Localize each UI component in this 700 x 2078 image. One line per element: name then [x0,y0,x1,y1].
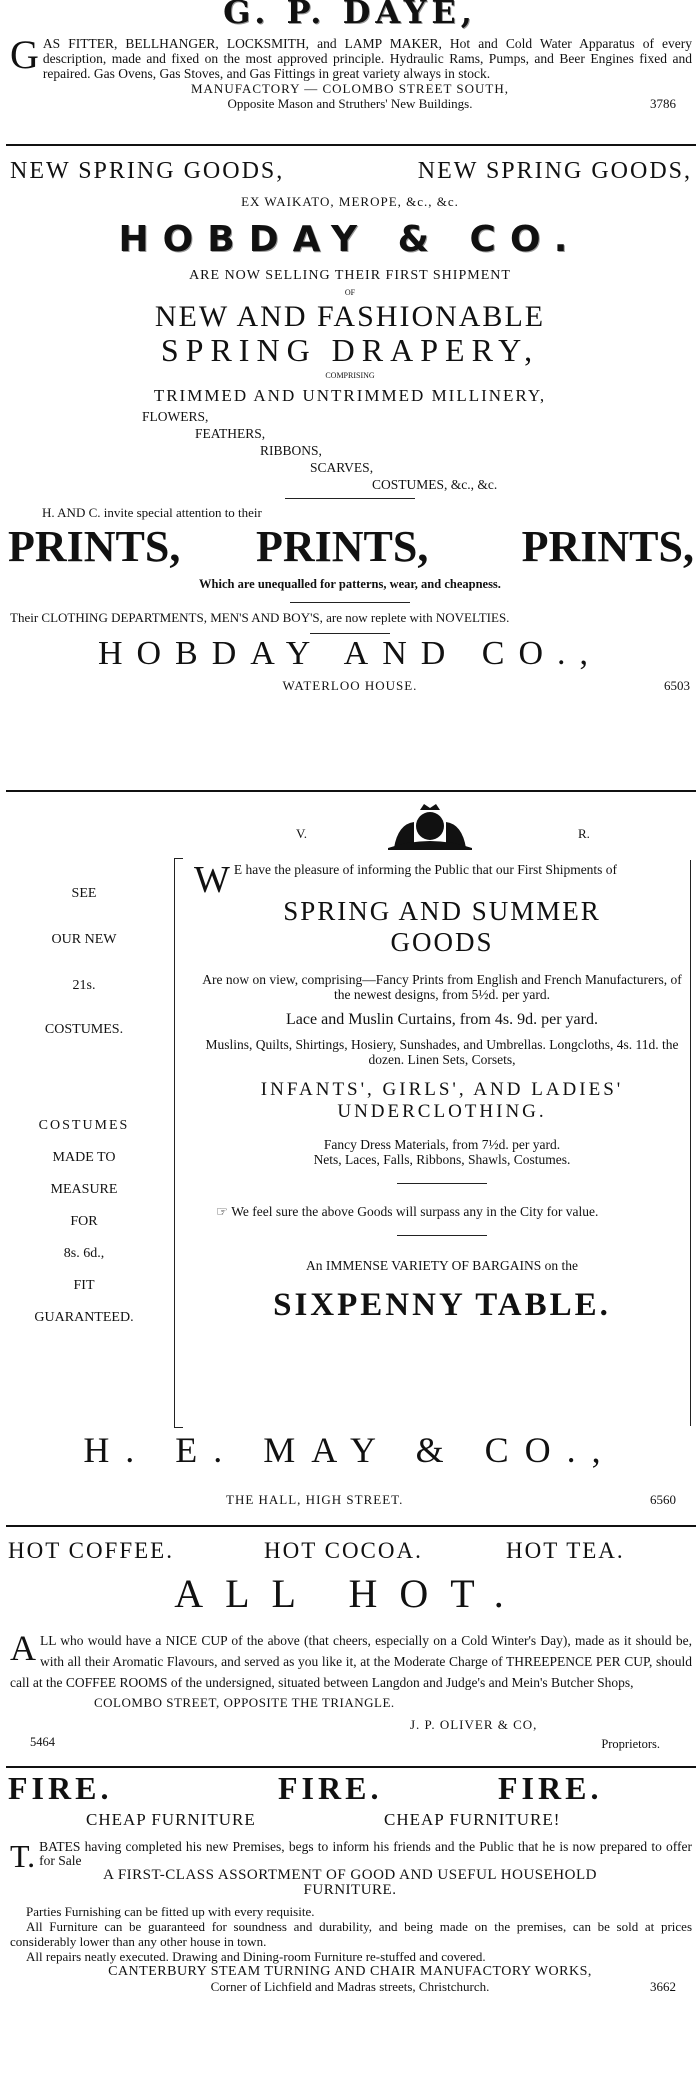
coffee-oliver: J. P. OLIVER & CO, [410,1717,538,1732]
may-infants: INFANTS', GIRLS', AND LADIES' UNDERCLOTHING. [260,1079,624,1122]
hobday-print: PRINTS, [256,522,429,571]
may-sixpenny: SIXPENNY TABLE. [273,1287,611,1323]
separator-3 [6,1525,696,1527]
hobday-millinery: TRIMMED AND UNTRIMMED MILLINERY, [153,386,547,405]
hobday-waterloo: WATERLOO HOUSE. [282,678,418,693]
hobday-unequalled: Which are unequalled for patterns, wear, and cheapness. [199,577,501,591]
hobday-of: OF [344,288,356,297]
may-side-line: MEASURE [50,1182,118,1197]
fire-parties: Parties Furnishing can be fitted up with every requisite. [26,1904,315,1919]
hobday-prints [0,523,700,571]
may-side-line: FIT [73,1278,95,1293]
fire-drop-cap: T. [10,1838,36,1874]
hobday-drapery: SPRING DRAPERY, [160,332,540,368]
hobday-item: RIBBONS, [260,443,322,458]
may-pointing-hand-icon: ☞ [216,1204,229,1219]
hobday-ships: EX WAIKATO, MEROPE, &c., &c. [241,194,459,209]
may-side-line: COSTUMES. [44,1022,124,1037]
fire-intro [10,1838,692,1874]
may-side-line: 21s. [72,978,96,993]
coffee-drink: HOT COFFEE. [8,1538,174,1563]
may-main-column [194,858,690,1323]
coffee-drink: HOT TEA. [506,1538,625,1563]
fire-repairs: All repairs neatly executed. Drawing and Dining-room Furniture re-stuffed and covered. [26,1949,486,1964]
may-intro: E have the pleasure of informing the Public that our First Shipments of [233,862,618,877]
daye-advert [0,0,700,142]
hobday-fashionable: NEW AND FASHIONABLE [154,300,546,333]
fire-cheap-right: CHEAP FURNITURE! [384,1810,561,1829]
may-nets: Nets, Laces, Falls, Ribbons, Shawls, Costumes. [313,1152,571,1167]
fire-number: 3662 [650,1979,676,1994]
fire-works: CANTERBURY STEAM TURNING AND CHAIR MANUFACTORY WORKS, [108,1964,592,1979]
daye-body-text: AS FITTER, BELLHANGER, LOCKSMITH, and LAMP MAKER, Hot and Cold Water Apparatus of every description, made and fixed on the most approved principle. Hydraulic Rams, Pumps, and Beer Engines fixed and repaired. Gas Ovens, Gas Stoves, and Gas Fittings in great variety always in stock. [42,36,692,81]
may-sure: We feel sure the above Goods will surpass any in the City for value. [231,1204,599,1219]
may-bargains: An IMMENSE VARIETY OF BARGAINS on the [305,1258,579,1273]
coffee-advert [0,1530,700,1762]
coffee-street: COLOMBO STREET, OPPOSITE THE TRIANGLE. [94,1695,395,1710]
fire-guaranteed: All Furniture can be guaranteed for soundness and durability, and being made on the premises, can be sold at prices considerably lower than any other house in town. [10,1919,692,1949]
fire-word: FIRE. [8,1770,113,1806]
daye-manufactory: MANUFACTORY — COLOMBO STREET SOUTH, [190,81,510,96]
may-side-line: COSTUMES [38,1118,130,1133]
may-side-line: 8s. 6d., [63,1246,105,1261]
coffee-all-hot: ALL HOT. [174,1571,526,1616]
hobday-selling: ARE NOW SELLING THEIR FIRST SHIPMENT [189,268,511,283]
may-muslins: Muslins, Quilts, Shirtings, Hosiery, Sunshades, and Umbrellas. Longcloths, 4s. 11d. the dozen. Linen Sets, Corsets, [205,1037,679,1067]
coffee-proprietors: Proprietors. [601,1737,660,1751]
hobday-print: PRINTS, [8,522,181,571]
may-hall: THE HALL, HIGH STREET. [226,1492,404,1507]
may-side-line: OUR NEW [51,932,117,947]
may-name: H. E. MAY & CO., [83,1430,617,1470]
may-r: R. [578,826,590,841]
coffee-number: 5464 [30,1735,55,1749]
may-view: Are now on view, comprising—Fancy Prints from English and French Manufacturers, of the newest designs, from 5½d. per yard. [202,972,682,1002]
may-side-line: FOR [70,1214,98,1229]
hobday-print: PRINTS, [521,522,694,571]
separator-1 [6,144,696,146]
fire-word: FIRE. [498,1770,603,1806]
daye-drop-cap: G [10,32,39,77]
separator-2 [6,790,696,792]
daye-opposite: Opposite Mason and Struthers' New Buildings. [227,96,473,111]
hobday-comprising: COMPRISING [325,371,375,380]
fire-cheap-left: CHEAP FURNITURE [86,1810,256,1829]
may-advert [0,800,700,1520]
may-box-right-rule [690,860,691,1426]
hobday-new-goods-right: NEW SPRING GOODS, [417,158,692,184]
may-bracket [174,858,183,1428]
daye-body [10,32,692,81]
may-number: 6560 [650,1492,676,1507]
may-fancy: Fancy Dress Materials, from 7½d. per yard. [323,1137,561,1152]
hobday-item: SCARVES, [310,460,374,475]
may-side-line: MADE TO [52,1150,116,1165]
hobday-items [0,408,700,498]
coffee-body-text: LL who would have a NICE CUP of the above (that cheers, especially on a Cold Winter's Day), made as it should be, with all their Aromatic Flavours, and served as you like it, at the Moderate Charge of THREEPENCE PER CUP, should call at the COFFEE ROOMS of the undersigned, situated between Langdon and Judge's and Mein's Butcher Shops, [10,1633,692,1690]
hobday-item: FLOWERS, [142,409,209,424]
fire-intro-text: BATES having completed his new Premises, begs to inform his friends and the Public that he is now prepared to offer for Sale [39,1839,692,1868]
hobday-clothing: Their CLOTHING DEPARTMENTS, MEN'S AND BOY'S, are now replete with NOVELTIES. [10,610,510,625]
daye-title: G. P. DAYE, [223,0,477,31]
daye-number: 3786 [650,96,676,111]
hobday-footer-name: HOBDAY AND CO., [97,635,603,672]
coffee-drop-cap: A [10,1628,36,1668]
may-v: V. [296,826,307,841]
hobday-item: COSTUMES, &c., &c. [372,477,498,492]
royal-arms-icon [384,804,476,852]
may-side-line: SEE [71,886,97,901]
coffee-body [10,1630,692,1693]
may-lace: Lace and Muslin Curtains, from 4s. 9d. per yard. [286,1011,598,1028]
fire-advert [0,1768,700,2078]
hobday-advert [0,150,700,790]
hobday-attention: H. AND C. invite special attention to their [42,505,262,520]
hobday-title: HOBDAY & CO. [118,219,582,260]
may-spring: SPRING AND SUMMER GOODS [283,896,601,957]
hobday-item: FEATHERS, [195,426,266,441]
may-side-line: GUARANTEED. [34,1310,134,1325]
coffee-drink: HOT COCOA. [264,1538,423,1563]
hobday-number: 6503 [664,678,690,693]
fire-corner: Corner of Lichfield and Madras streets, Christchurch. [210,1979,490,1994]
fire-word: FIRE. [278,1770,383,1806]
may-drop-cap: W [194,859,230,901]
fire-assortment: A FIRST-CLASS ASSORTMENT OF GOOD AND USEFUL HOUSEHOLD FURNITURE. [103,1867,597,1898]
hobday-new-goods-left: NEW SPRING GOODS, [10,158,285,184]
